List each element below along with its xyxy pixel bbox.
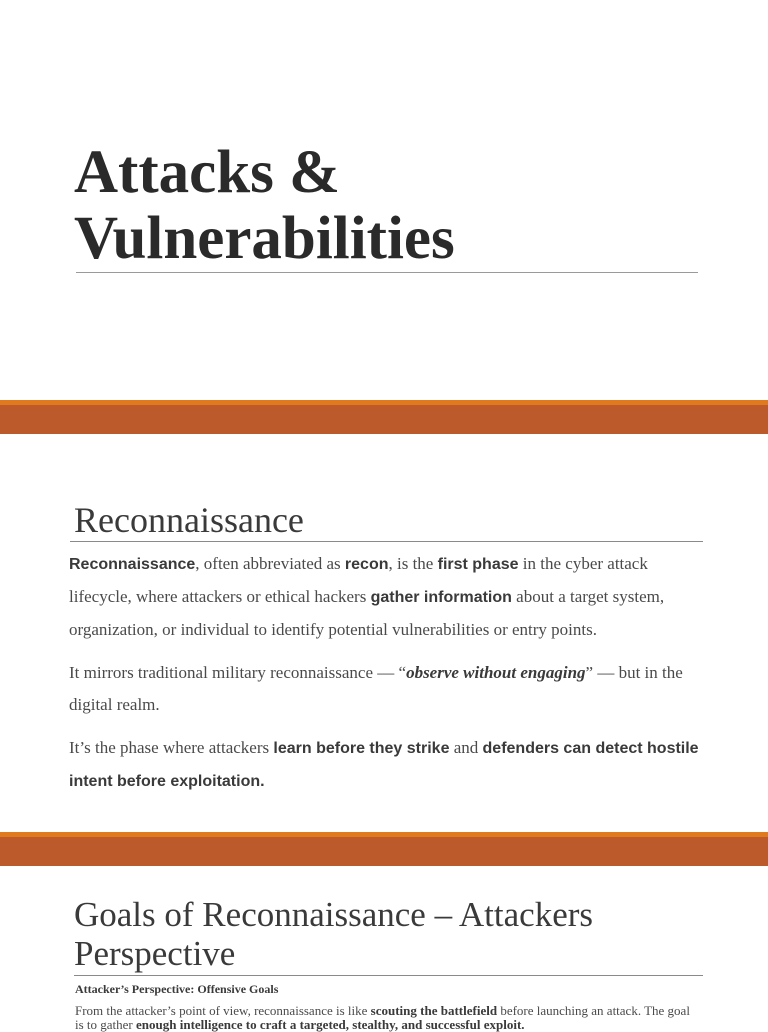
text-run: about a target system, organization, or individual to identify potential vulnerabilities or entry points. (69, 587, 665, 639)
paragraph-definition (69, 548, 709, 646)
bold-term: learn before they strike (273, 740, 450, 757)
bold-term: enough intelligence to craft a targeted, stealthy, and successful exploit. (136, 1017, 525, 1032)
band-main-stripe (0, 837, 768, 866)
band-main-stripe (0, 405, 768, 434)
text-run: , often abbreviated as (195, 554, 345, 573)
text-run: ” — but in the digital realm. (69, 663, 683, 714)
slide-heading: Goals of Reconnaissance – Attackers Perspective (74, 895, 594, 973)
text-run: It’s the phase where attackers (69, 738, 274, 757)
paragraph-analogy (69, 657, 709, 721)
paragraph-offensive-goals (75, 1004, 695, 1032)
bold-term: recon (344, 556, 389, 573)
paragraph-summary (69, 732, 709, 798)
bold-term: Reconnaissance (69, 556, 196, 573)
heading-divider (70, 541, 703, 542)
slide-separator-band (0, 832, 768, 866)
bold-term: defenders can detect hostile intent before exploitation. (69, 740, 699, 790)
text-run: before launching an attack. The goal is to gather (75, 1003, 690, 1032)
text-run: in the cyber attack lifecycle, where attackers or ethical hackers (69, 554, 648, 606)
bold-term: scouting the battlefield (370, 1003, 498, 1018)
heading-divider (74, 975, 703, 976)
slide-separator-band (0, 400, 768, 434)
slide-body (69, 548, 709, 809)
reconnaissance-slide (0, 434, 768, 832)
title-slide (0, 0, 768, 400)
bold-term: gather information (370, 589, 512, 606)
text-run: , is the (388, 554, 438, 573)
title-line-1: Attacks & (74, 139, 340, 206)
slide-title (74, 140, 455, 272)
title-divider (76, 272, 698, 273)
text-run: It mirrors traditional military reconnaissance — “ (69, 663, 407, 682)
text-run: From the attacker’s point of view, reconnaissance is like (75, 1003, 371, 1018)
bold-term: first phase (437, 556, 519, 573)
text-run: and (449, 738, 483, 757)
goals-slide (0, 866, 768, 1032)
emphasis-quote: observe without engaging (406, 663, 586, 682)
slide-subheading: Attacker’s Perspective: Offensive Goals (75, 982, 279, 996)
title-line-2: Vulnerabilities (74, 205, 455, 272)
slide-heading: Reconnaissance (74, 500, 304, 540)
